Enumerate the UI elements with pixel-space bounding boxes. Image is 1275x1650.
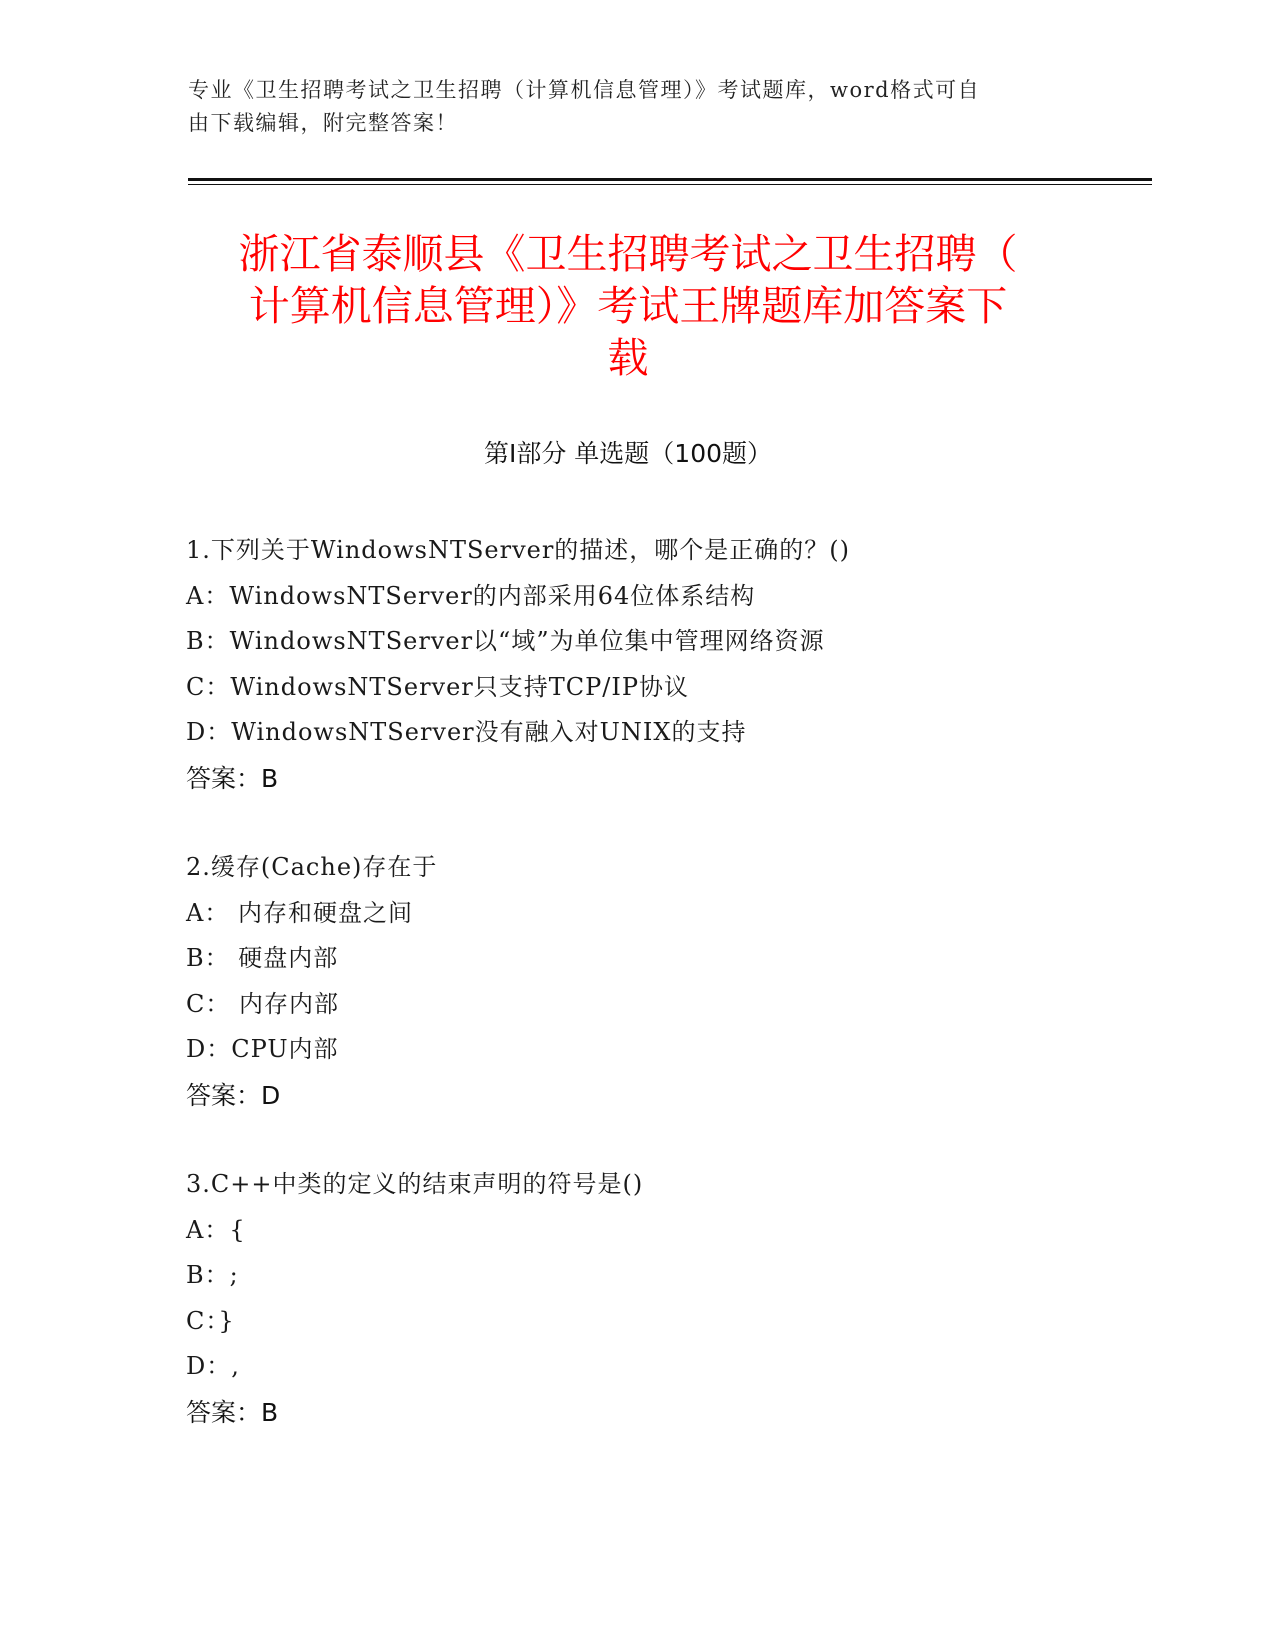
answer: 答案：B [186,763,279,793]
option-c: C： 内存内部 [186,989,339,1018]
option-a: A：WindowsNTServer的内部采用64位体系结构 [186,581,756,610]
document-title-line-2: 计算机信息管理）》考试王牌题库加答案下 [248,282,1008,330]
option-d: D：CPU内部 [186,1035,339,1063]
option-b: B：WindowsNTServer以“域”为单位集中管理网络资源 [186,627,825,655]
option-b: B： 硬盘内部 [186,944,339,972]
header-note-line-1: 专业《卫生招聘考试之卫生招聘（计算机信息管理）》考试题库，word格式可自 [188,78,981,102]
section-title: 第Ⅰ部分 单选题（100题） [483,439,773,468]
document-title [188,228,1068,384]
header-note-line-2: 由下载编辑，附完整答案！ [188,111,458,135]
question-stem: 2.缓存(Cache)存在于 [186,853,438,881]
question-2 [186,845,1146,1118]
header-divider-thick [188,178,1152,181]
question-3 [186,1162,1146,1435]
option-a: A：{ [186,1215,246,1244]
answer: 答案：B [186,1397,279,1427]
option-d: D：WindowsNTServer没有融入对UNIX的支持 [186,718,747,746]
option-a: A： 内存和硬盘之间 [186,898,413,927]
option-b: B：; [186,1261,239,1289]
question-1 [186,528,1146,801]
document-title-line-3: 载 [607,334,649,382]
header-divider-thin [188,184,1152,185]
document-title-line-1: 浙江省泰顺县《卫生招聘考试之卫生招聘（ [238,230,1018,278]
option-c: C：} [186,1306,235,1335]
answer: 答案：D [186,1080,281,1110]
question-list [186,528,1146,1479]
question-stem: 3.C++中类的定义的结束声明的符号是() [186,1170,644,1198]
header-note [188,74,1068,140]
question-stem: 1.下列关于WindowsNTServer的描述，哪个是正确的？() [186,536,851,564]
option-c: C：WindowsNTServer只支持TCP/IP协议 [186,672,690,701]
option-d: D：, [186,1352,240,1380]
